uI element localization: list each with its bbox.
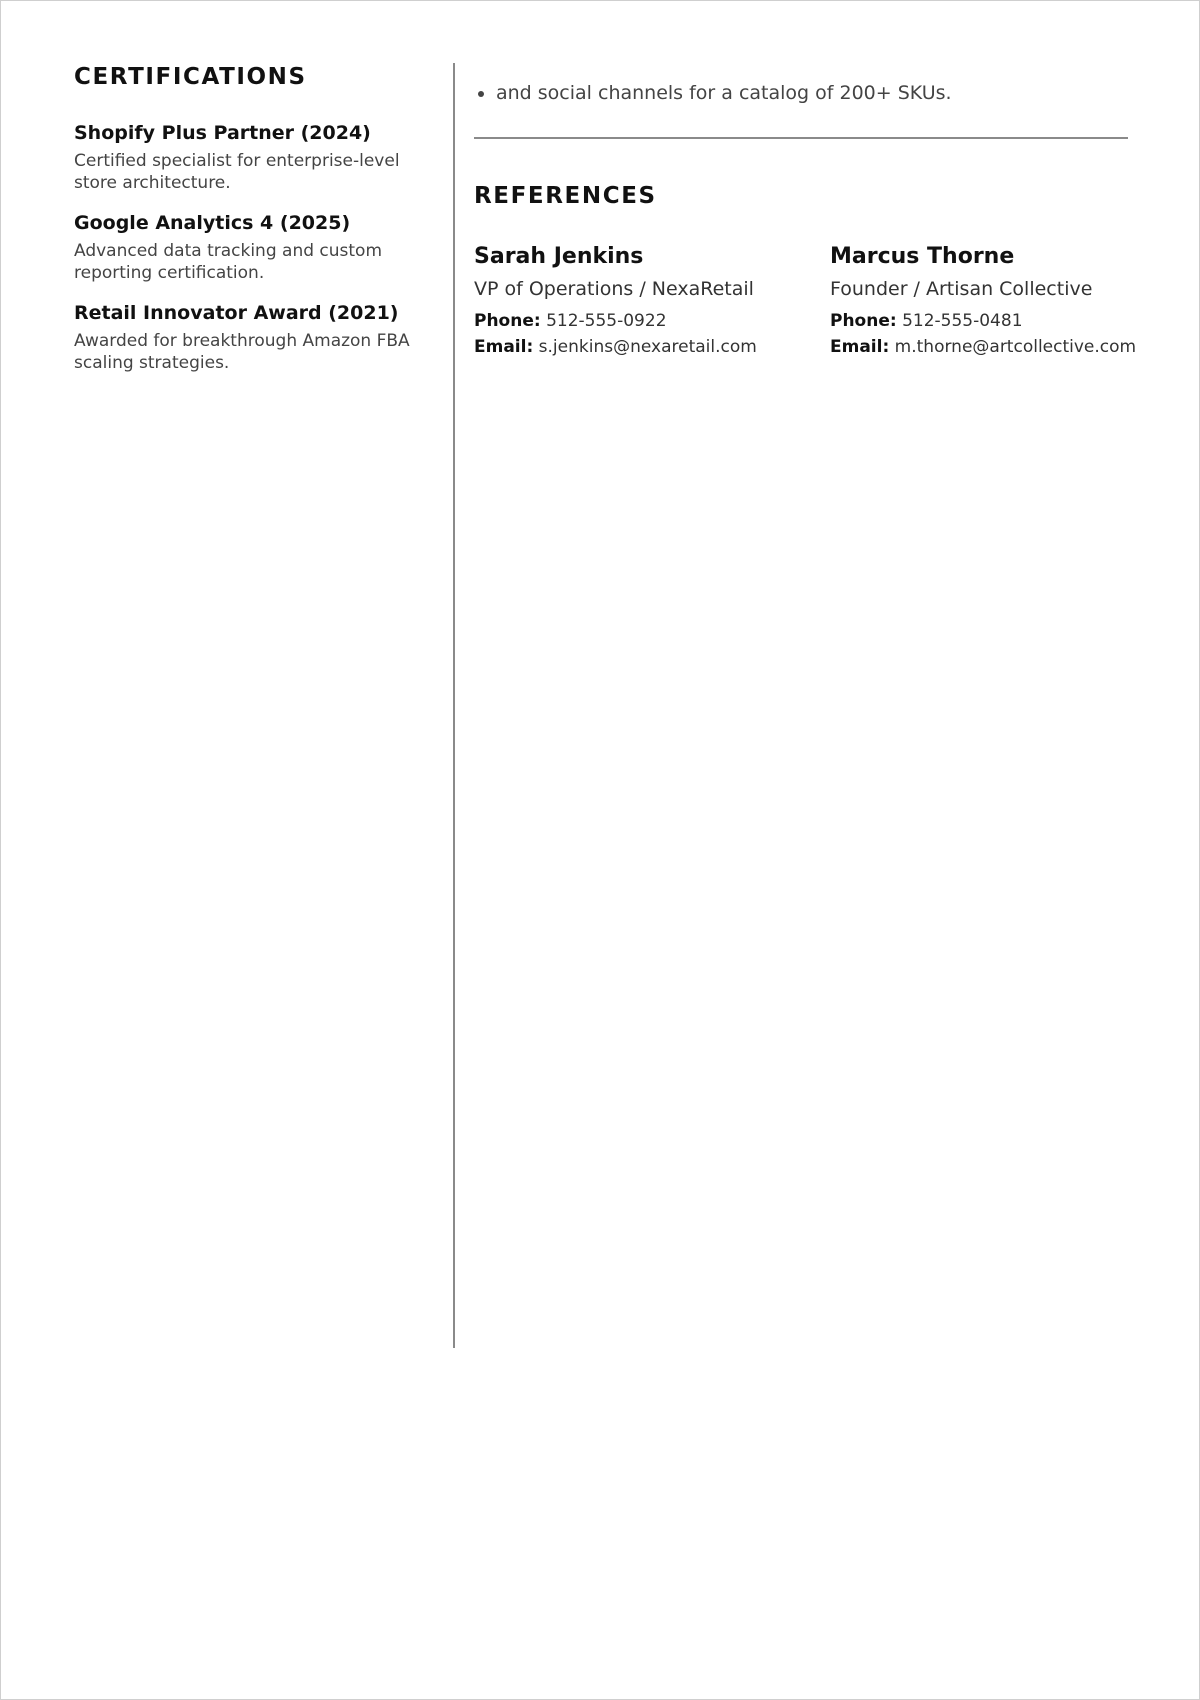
reference-role: VP of Operations / NexaRetail [474, 277, 754, 300]
email-label: Email: [830, 336, 890, 357]
reference-card [474, 244, 830, 360]
certification-title: Google Analytics 4 (2025) [74, 211, 351, 234]
reference-email-line [830, 335, 1137, 361]
reference-phone: 512-555-0481 [902, 311, 1023, 332]
right-column [474, 63, 1137, 360]
reference-card [830, 244, 1137, 360]
certification-title: Retail Innovator Award (2021) [74, 301, 399, 324]
certification-description: Advanced data tracking and custom reporting certification. [74, 240, 383, 283]
reference-email-line [474, 335, 830, 361]
certifications-heading: CERTIFICATIONS [74, 64, 307, 90]
reference-phone-line [474, 309, 830, 335]
references-heading: REFERENCES [474, 182, 657, 209]
certifications-list [74, 122, 434, 374]
certification-item [74, 212, 434, 284]
phone-label: Phone: [830, 311, 897, 332]
phone-label: Phone: [474, 311, 541, 332]
certification-title: Shopify Plus Partner (2024) [74, 121, 371, 144]
reference-phone: 512-555-0922 [546, 311, 667, 332]
section-divider [474, 137, 1128, 139]
reference-phone-line [830, 309, 1128, 335]
reference-role: Founder / Artisan Collective [830, 277, 1093, 300]
reference-email: m.thorne@artcollective.com [894, 336, 1137, 357]
reference-name: Sarah Jenkins [474, 244, 644, 270]
experience-bullet: • and social channels for a catalog of 200+ SKUs. [496, 80, 1128, 107]
column-divider [453, 63, 455, 1348]
certification-description: Awarded for breakthrough Amazon FBA scaling strategies. [74, 330, 410, 373]
certification-description: Certified specialist for enterprise-level store architecture. [74, 150, 400, 193]
experience-bullet-list [474, 80, 1128, 107]
certification-item [74, 302, 434, 374]
certification-item [74, 122, 434, 194]
email-label: Email: [474, 336, 534, 357]
reference-name: Marcus Thorne [830, 244, 1015, 270]
references-grid [474, 244, 1137, 360]
reference-email: s.jenkins@nexaretail.com [538, 336, 757, 357]
certifications-section [74, 63, 434, 392]
